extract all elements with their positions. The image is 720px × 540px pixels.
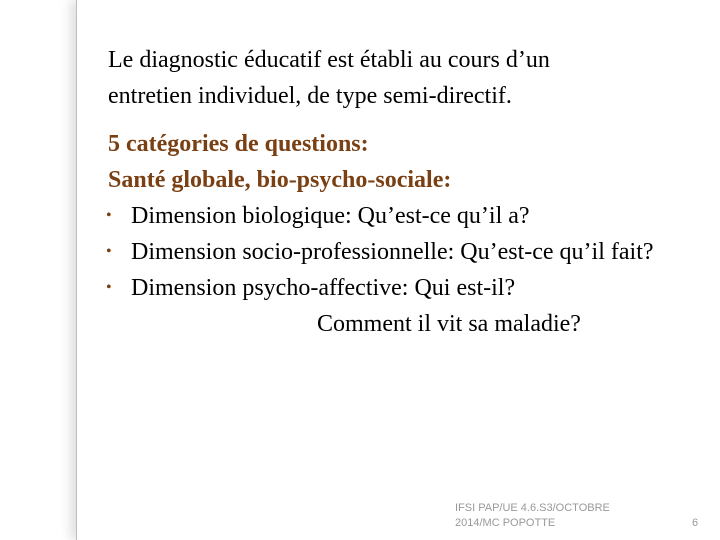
bullet-icon: •: [106, 207, 112, 224]
list-item-text: Dimension psycho-affective: Qui est-il?: [131, 275, 516, 301]
slide-content: [108, 42, 698, 342]
bullet-icon: •: [106, 243, 112, 260]
footer-line-2: 2014/MC POPOTTE: [455, 517, 556, 529]
list-item: [108, 234, 698, 270]
dimension-list: [108, 198, 698, 342]
section-heading-categories: 5 catégories de questions:: [108, 131, 369, 157]
page-number: 6: [692, 517, 699, 529]
footer-line-1: IFSI PAP/UE 4.6.S3/OCTOBRE: [455, 502, 610, 514]
bullet-icon: •: [106, 279, 112, 296]
slide-footer: [455, 501, 665, 531]
list-item: [108, 198, 698, 234]
section-heading-global-health: Santé globale, bio-psycho-sociale:: [108, 167, 452, 193]
intro-line-1: Le diagnostic éducatif est établi au cours d’un: [108, 47, 550, 73]
list-item-continuation: Comment il vit sa maladie?: [317, 311, 581, 337]
intro-line-2: entretien individuel, de type semi-directif.: [108, 83, 512, 109]
list-item-text: Dimension socio-professionnelle: Qu’est-ce qu’il fait?: [131, 239, 654, 265]
intro-paragraph: [108, 42, 698, 114]
list-item: [108, 270, 698, 342]
list-item-text: Dimension biologique: Qu’est-ce qu’il a?: [131, 203, 530, 229]
